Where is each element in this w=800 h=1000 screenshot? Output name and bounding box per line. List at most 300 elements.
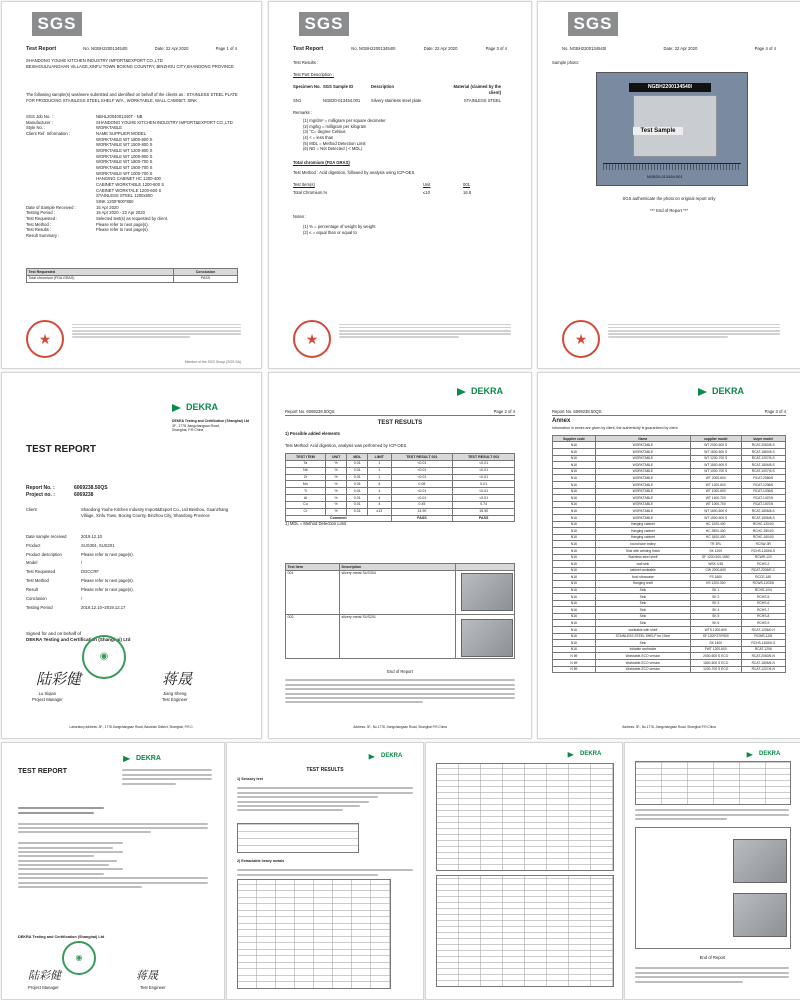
client-block [26,58,238,69]
table-row [286,481,515,488]
table-cell: RCAT-1806/6-N [741,660,786,667]
sample-photo [596,72,748,186]
report-number: No. NGBH2200134540I [351,46,396,51]
model-item: WORKTABLE WT 1000-700 S [96,170,153,176]
dekra-logo-icon [747,751,755,759]
remark-item: (1) mg/dm² = milligram per square decimeter [303,118,386,123]
info-value: SHANDONG YOUHE KITCHEN INDUSTRY IMPORT&EXPORT CO.,LTD [96,119,233,125]
table-cell: Sink [595,594,690,601]
table-cell: WORKTABLE [595,495,690,502]
table-cell: N16 [553,594,596,601]
model-item: SINK 1200*600*850 [96,199,134,205]
info-block [18,805,208,890]
table-cell: Ti [286,488,326,495]
table-row [553,633,786,640]
info-key: Test Results : [26,227,52,233]
table-cell: 0.01 [347,495,368,502]
section-title: Total chromium (FDA GRAS) [293,160,350,165]
dekra-logo-text: DEKRA [712,386,745,396]
table-cell: Sink [595,600,690,607]
signed-company: DEKRA Testing and Certification (Shanghai) Ltd [26,637,131,643]
table-cell: WORKTABLE [595,488,690,495]
info-value: 2019.12.10~2019.12.17 [81,604,126,610]
cell: STAINLESS STEEL [463,98,501,103]
table-cell: Zr [286,474,326,481]
table-cell: RCWR-12/8 [741,633,786,640]
signed-label: Signed for and on behalf of [26,631,82,636]
table-cell: N16 [553,646,596,653]
page-header [285,409,515,416]
table-cell: worktable with shelf [595,627,690,634]
section-label: Test Results : [293,60,319,65]
report-title: TEST REPORT [26,444,97,455]
table-cell: Hanging cabinet [595,528,690,535]
report-date: Date: 22 Apr 2020 [423,46,458,51]
client-company: SHANDONG YOUHE KITCHEN INDUSTRY IMPORT&EXPORT CO.,LTD [26,58,163,63]
sgs-logo: SGS [568,12,618,36]
metals-table [237,879,391,989]
table-row [553,627,786,634]
table-cell: WT 1800-600 S [690,462,741,469]
table-cell: 0.01 [347,501,368,508]
report-number: No. NGBH2200134540I [562,46,607,51]
remark-item: (6) ND = Not Detected ( < MDL) [303,146,363,152]
table-header [456,564,515,571]
table-cell: 1200-700 S ECO [690,666,741,673]
table-cell: silvery metal SUS201 [340,614,456,658]
info-value: NBHL2004001340T - NB [96,114,143,119]
page-header [26,46,237,53]
table-header: supplier model [690,436,741,442]
table-cell: RCHS-2 [741,561,786,568]
results-title: TEST RESULTS [377,420,423,426]
table-cell: Total chromium (FDA GRAS) [27,275,174,282]
table-cell: RCAT-1007/6 [741,501,786,508]
table-cell: SF 1200-500-1550 [690,554,741,561]
table-row [553,534,786,541]
dekra-logo [367,751,402,762]
comment-cell: Comment [286,515,392,522]
signature-1: 陆彩健 [28,969,61,982]
sample-thumbnail-002 [461,619,513,657]
spec-header [293,84,507,95]
col-header: 001 [463,182,470,187]
table-cell: wall sink [595,561,690,568]
dekra-logo [698,385,744,397]
dekra-logo [745,749,780,760]
dekra-logo [457,385,503,397]
table-cell: N16 [553,554,596,561]
table-cell: RCAT-1506/8-S [741,514,786,521]
table-cell: cabinet worktable [595,567,690,574]
info-value: Shandong Youhe Kitchen Industry Import&Export Co., Ltd Beishou, Guanzhang Village, Xinfu Town, Boxing County, Binzhou City, Shandong Province [81,507,229,518]
dekra-logo-icon [568,751,576,759]
info-value: Please refer to next page(s). [96,227,149,233]
table-row [553,600,786,607]
table-cell: Cr [286,508,326,515]
info-value: SUS304, SUS201 [81,542,115,548]
info-key: Product [26,542,41,548]
table-cell: Hanging cabinet [595,521,690,528]
table-cell: RCHS-8 [741,613,786,620]
spec-row [293,98,507,104]
cell: Silvery stainless steel plate [371,98,422,103]
info-value: / [81,560,83,566]
table-cell: Al [286,495,326,502]
table-cell: WT 1000-700 S [690,468,741,475]
signed-company: DEKRA Testing and Certification (Shanghai) Ltd [18,935,105,939]
notes-list [303,224,376,235]
model-item: WORKTABLE WT 1800-800 S [96,136,153,142]
table-cell: <0.01 [391,474,453,481]
items-row [293,190,507,196]
sgs-seal-icon: ★ [26,320,64,358]
info-key: Test Requested : [26,216,58,222]
table-cell: N 69 [553,653,596,660]
table-cell: N16 [553,600,596,607]
table-cell: RCAT-2060/6 [741,475,786,482]
sample-thumbnail-001 [733,839,787,883]
sgs-report-page-1 [1,1,262,369]
table-cell: FS 1800 [690,574,741,581]
dekra-seal-icon: ◉ [82,635,126,679]
table-header: LIMIT [368,454,391,461]
table-cell: RCAT-1206/0-H [741,627,786,634]
table-cell: N16 [553,528,596,535]
table-cell: 0.74 [453,501,515,508]
table-cell: N16 [553,640,596,647]
table-cell: % [325,501,347,508]
items-header [293,182,507,188]
table-cell: N16 [553,514,596,521]
table-cell: RCHC-1604/0 [741,534,786,541]
table-cell: 0.01 [453,481,515,488]
signer-2 [162,691,188,702]
table-cell: HC 1600-400 [690,534,741,541]
table-cell: RCHS-1208/6-S [741,547,786,554]
table-cell: N16 [553,627,596,634]
client-address: BEISHOULIUANGHAN VILLAGE,XINFU TOWN BOXING COUNTRY, BINZHOU CITY,SHANDONG PROVINCE [26,63,234,69]
table-cell: SK 1 [690,587,741,594]
table-cell: N16 [553,620,596,627]
dekra-logo [122,753,161,764]
table-cell: N16 [553,449,596,456]
table-row [553,567,786,574]
report-date: Date: 22 Apr 2020 [663,46,698,51]
table-cell: WSK 4.55 [690,561,741,568]
table-row [286,495,515,502]
results-title: TEST RESULTS [306,767,344,773]
table-cell: N16 [553,495,596,502]
table-cell: 0.45 [391,501,453,508]
col-header: Specimen No. [293,84,321,89]
info-key: Client Ref. Information : [26,131,70,137]
info-key: Manufacturer : [26,119,53,125]
table-cell: WORKTABLE [595,462,690,469]
model-item: CABINET WORKTALE 1200-600 S [96,187,162,193]
table-row [553,580,786,587]
table-cell: WT 1200-600 [690,482,741,489]
steel-plate [633,95,717,157]
table-cell: RCHS-7 [741,607,786,614]
table-cell: SK 2 [690,594,741,601]
client-row [26,507,238,518]
metals-table-2 [436,875,614,987]
legal-disclaimer [608,322,780,348]
table-cell: N16 [553,442,596,449]
col-header: Description [371,84,395,89]
table-cell: SK 1200 [690,547,741,554]
signature-1: 陆彩健 [36,670,82,688]
table-header: Name [595,436,690,442]
section-title: 1) Possible added elements [285,431,340,436]
col-header: Unit [423,182,431,187]
col-header: SGS Sample ID [323,84,354,89]
info-key: Test Method [26,578,49,584]
legal-disclaimer [72,322,241,348]
footer-address: Address: 3F., No.1778, Jiangchangsan Road, Shanghai P.R.China [353,725,447,729]
table-cell: silvery metal SUS304 [340,570,456,614]
footer-address: Laboratory address: 3F., 1778 Jiangchangsan Road, Baoshan District, Shanghai, P.R.C. [69,725,194,729]
report-no-label: Report No. : [26,485,55,491]
table-cell: WTS 1200-600 [690,627,741,634]
table-cell: <0.01 [391,488,453,495]
info-value: Please refer to next page(s). [81,586,134,592]
info-value: / [81,595,83,601]
table-cell: RCWR-120 [741,554,786,561]
table-row [553,646,786,653]
table-cell: 0.01 [347,474,368,481]
sample-intro: The following sample(s) was/were submitted and identified on behalf of the clients as : STAINLESS STEEL PLATE FOR PRODUCING STAINLESS STEEL SHELF W/A , WORKTABLE, WALL CABINET, SINK [26,92,238,103]
table-row [553,455,786,462]
table-cell: Hanging shelf [595,580,690,587]
info-value: Please refer to next page(s). [81,578,134,584]
sample-photo-label: Sample photo: [552,60,580,65]
remarks-label: Remarks : [293,110,313,115]
table-cell: N16 [553,468,596,475]
table-header: TEST RESULT 002 [453,454,515,461]
table-cell: RCAT-1806/8-S [741,462,786,469]
col-header: Test Item(s) [293,182,315,187]
table-header: Supplier code [553,436,596,442]
page-number: Page 2 of 4 [493,409,515,414]
table-cell: Mo [286,481,326,488]
page-number: Page 3 of 4 [485,46,507,51]
table-cell: WORKTABLE [595,475,690,482]
info-key: Model [26,560,38,566]
table-cell: % [325,460,347,467]
report-title: Test Report [26,46,57,52]
table-cell: 4 [368,501,391,508]
cell: ≤10 [423,190,430,195]
model-item: STAINLESS STEEL 1200x600 [96,193,153,199]
table-row [553,541,786,548]
table-cell: Ta [286,460,326,467]
section-title: 1) Sensory test [237,777,263,781]
table-header: TEST ITEM [286,454,326,461]
table-cell: Hanging cabinet [595,534,690,541]
info-rows [26,114,238,239]
info-rows [26,533,238,612]
lab-address [172,419,249,433]
table-row [286,460,515,467]
table-row [553,468,786,475]
report-no-value: 6069238.50QS [74,485,108,491]
annex-title: Annex [552,418,571,424]
comment-cell: PASS [391,515,453,522]
remarks-list [303,118,386,152]
table-cell: RCWS-1203/8 [741,580,786,587]
table-row [553,495,786,502]
table-cell: 1 [368,467,391,474]
table-header: Conclusion [174,269,238,276]
table-row [286,501,515,508]
note-item: (1) % = percentage of weight by weight [303,224,376,229]
sgs-report-page-3 [268,1,532,369]
info-key: Conclusion [26,595,47,601]
table-cell: Nb [286,467,326,474]
table-cell: WT 1800-600 S [690,449,741,456]
table-cell: WT 1800-600 S [690,508,741,515]
dekra-logo [172,401,218,413]
table-cell: <0.01 [453,488,515,495]
mdl-note: 1) MDL = Method Detection Limit [285,521,347,526]
dekra-annex-page [537,372,800,739]
table-cell: RCAT-2006/E-C [741,567,786,574]
page-header [552,409,786,416]
table-cell: Sink [595,613,690,620]
table-row [286,467,515,474]
info-key: SGS Job No. : [26,114,53,119]
table-cell: Stainless steel shelf [595,554,690,561]
dekra-logo-text: DEKRA [381,753,403,760]
info-key: Testing Period [26,604,53,610]
table-cell: % [325,474,347,481]
table-cell: 1 [368,488,391,495]
table-row [286,508,515,515]
table-header: UNIT [325,454,347,461]
table-cell: N16 [553,462,596,469]
info-key: Style No. : [26,125,46,131]
lab-address [122,767,212,787]
table-row [553,620,786,627]
remark-item: (4) < = less than [303,135,334,141]
table-cell: 1 [368,460,391,467]
dekra-metals-page [425,742,623,1000]
table-header: Test item [286,564,340,571]
legal-disclaimer [285,677,515,706]
elements-table [285,453,515,522]
sgs-seal-icon: ★ [562,320,600,358]
table-cell: 002 [286,614,340,658]
table-cell: 0.01 [347,508,368,515]
table-cell: Sink [595,620,690,627]
table-cell: <0.01 [453,474,515,481]
info-value: 15 Apr 2020 - 22 Apr 2020 [96,210,145,216]
report-number: Report No. 6069238.50QS [552,409,602,414]
remark-item: (3) °C= degree Celsius [303,129,346,135]
page-header [293,46,507,53]
annex-table-body [553,442,786,673]
model-item: WORKTABLE WT 1200-800 S [96,148,153,154]
end-of-report: End of Report [387,669,413,674]
model-list [26,137,238,205]
table-cell: SK 4 [690,607,741,614]
table-row [553,587,786,594]
note-item: (2) ≤ = equal than or equal to [303,229,357,235]
table-cell: N16 [553,475,596,482]
page-number: Page 4 of 4 [754,46,776,51]
table-cell: N16 [553,541,596,548]
report-number: Report No. 6069238.50QS [285,409,335,414]
table-cell: N16 [553,607,596,614]
table-row [286,488,515,495]
table-row [553,501,786,508]
table-cell: SF 1200*270*500 [690,633,741,640]
table-row [553,475,786,482]
table-row [553,554,786,561]
table-cell: N 69 [553,666,596,673]
table-row [553,653,786,660]
table-cell: <0.01 [391,495,453,502]
elements-table-body [286,460,515,515]
table-cell: WT 1000-700 [690,501,741,508]
table-row [553,488,786,495]
signer-1 [32,691,63,702]
table-cell: RCAT-1206 [741,646,786,653]
table-row [553,547,786,554]
table-cell: WORKTABLE [595,501,690,508]
info-key: Date sample received [26,534,67,539]
signer-name: Jiang Sheng [163,691,187,696]
dekra-logo-text: DEKRA [186,402,219,412]
table-cell: RCHS-1/04 [741,587,786,594]
table-cell: % [325,495,347,502]
info-key: Result Summary : [26,233,60,239]
table-cell: N16 [553,488,596,495]
table-row [553,462,786,469]
info-key: Client [26,507,37,512]
table-cell: RCSW-3R [741,541,786,548]
legal-disclaimer [339,322,511,348]
dekra-seal-icon: ◉ [62,941,96,975]
dekra-logo-icon [369,753,377,761]
table-cell: WT 2000-600 [690,475,741,482]
sample-thumbnail-001 [461,573,513,611]
table-cell: N16 [553,587,596,594]
table-cell: RCAT-1207/6-N [741,666,786,673]
method-text [237,785,413,814]
table-header: TEST RESULT 001 [391,454,453,461]
report-ids [26,485,108,499]
annex-subtitle: Information in annex are given by client, the authenticity is guaranteed by client [552,426,678,430]
table-header: Test Requested [27,269,174,276]
project-no-value: 6069238 [74,491,94,498]
table-cell: TR 3RL [690,541,741,548]
photo-auth-note: SGS authenticate the photo on original report only [622,196,716,201]
signer-name: Lu Siqian [38,691,57,696]
dekra-results-page-2 [226,742,424,1000]
table-cell: WT 1500-600 S [690,514,741,521]
table-row [553,442,786,449]
table-cell: WT 1200-700 S [690,455,741,462]
end-of-report: *** End of Report *** [650,208,688,213]
table-cell: N 69 [553,660,596,667]
table-row [553,613,786,620]
section-label: Test Part Description : [293,72,334,77]
table-cell: RCHS-6 [741,600,786,607]
sgs-report-page-4 [537,1,800,369]
